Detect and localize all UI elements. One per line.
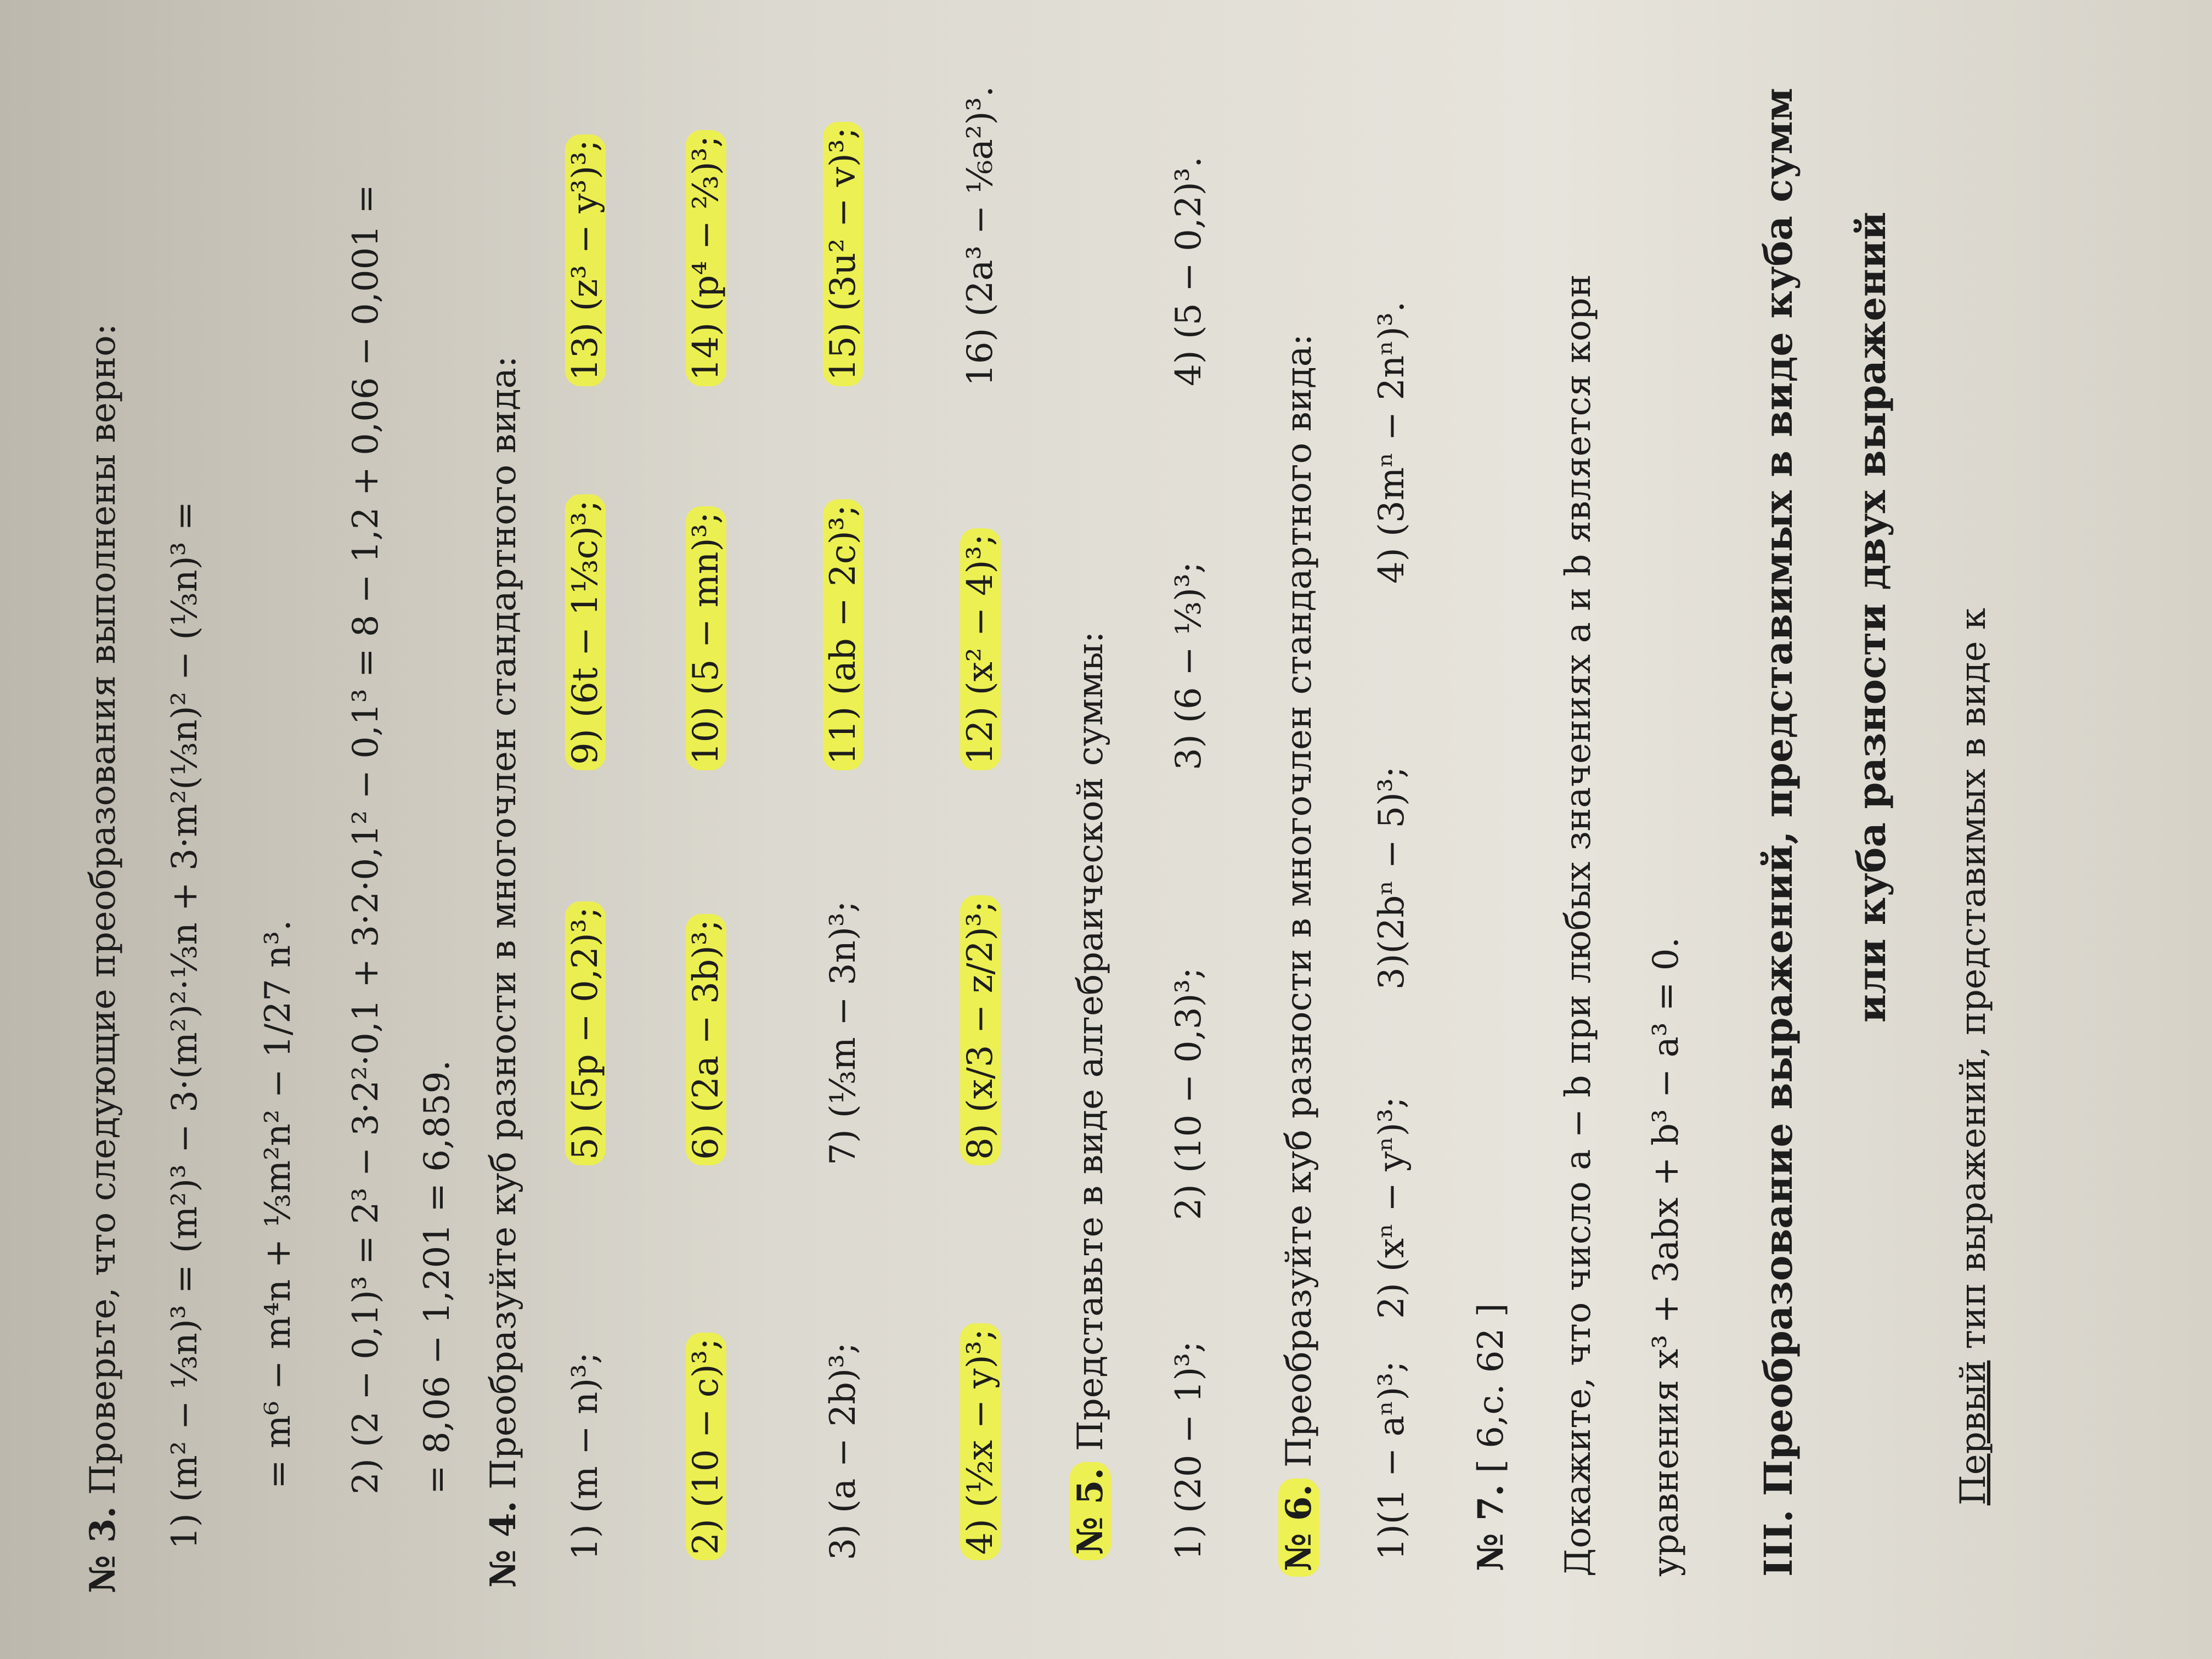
ex6-number: № 6.	[1278, 1479, 1319, 1577]
ex6-heading	[1278, 334, 1319, 1577]
ex4-item-13: 13) (z³ − y³)³;	[565, 134, 606, 386]
ex7-text-2: уравнения x³ + 3abx + b³ − a³ = 0.	[1646, 937, 1686, 1577]
ex7-number: № 7.	[1470, 1484, 1511, 1571]
ex4-heading-text: Преобразуйте куб разности в многочлен стандартного вида:	[483, 356, 524, 1489]
ex3-number: № 3.	[82, 1506, 123, 1593]
ex4-item-16: 16) (2a³ − ⅙a²)³.	[960, 86, 1001, 386]
ex7-text-1: Докажите, что число a − b при любых значениях a и b является корн	[1558, 274, 1599, 1577]
ex4-item-3: 3) (a − 2b)³;	[823, 1342, 864, 1560]
ex6-item-2: 2) (xⁿ − yⁿ)³;	[1372, 1096, 1412, 1319]
ex3-line1: 1) (m² − ⅓n)³ = (m²)³ − 3·(m²)²·⅓n + 3·m²(⅓n)² − (⅓n)³ =	[165, 501, 205, 1549]
ex5-heading-text: Представьте в виде алгебраической суммы:	[1070, 631, 1111, 1451]
ex4-item-2: 2) (10 − c)³;	[686, 1333, 726, 1560]
section-3-text	[1953, 608, 1994, 1505]
ex4-item-7: 7) (⅓m − 3n)³;	[823, 900, 864, 1165]
section-3-title-2: или куба разности двух выражений	[1849, 211, 1894, 1023]
section-3-text-first-word: Первый	[1953, 1360, 1994, 1505]
section-3-text-rest: тип выражений, представимых в виде к	[1953, 607, 1994, 1350]
ex3-heading-text: Проверьте, что следующие преобразования выполнены верно:	[83, 323, 123, 1495]
ex7-ref: [ 6,с. 62 ]	[1471, 1303, 1511, 1473]
ex4-item-15: 15) (3u² − v)³;	[823, 122, 864, 386]
ex5-item-3: 3) (6 − ⅓)³;	[1169, 561, 1209, 770]
ex5-item-4: 4) (5 − 0,2)³.	[1169, 156, 1209, 386]
ex3-line4: = 8,06 − 1,201 = 6,859.	[417, 1060, 458, 1494]
ex4-item-11: 11) (ab − 2c)³;	[823, 499, 864, 770]
ex4-item-6: 6) (2a − 3b)³;	[686, 914, 726, 1165]
ex6-item-4: 4) (3mⁿ − 2nⁿ)³.	[1372, 301, 1412, 584]
section-3-title-1: III. Преобразование выражений, представимых в виде куба сумм	[1756, 87, 1801, 1577]
ex4-heading	[483, 356, 524, 1588]
ex6-item-1: 1)(1 − aⁿ)³;	[1372, 1361, 1412, 1560]
ex3-line3: 2) (2 − 0,1)³ = 2³ − 3·2²·0,1 + 3·2·0,1² − 0,1³ = 8 − 1,2 + 0,06 − 0,001 =	[346, 184, 386, 1494]
ex3-line2: = m⁶ − m⁴n + ⅓m²n² − 1/27 n³.	[258, 919, 298, 1489]
ex5-item-1: 1) (20 − 1)³;	[1169, 1341, 1209, 1560]
ex5-heading	[1070, 631, 1111, 1560]
ex5-number: № 5.	[1070, 1462, 1111, 1560]
ex4-item-4: 4) (½x − y)³;	[960, 1323, 1001, 1560]
ex4-item-8: 8) (x/3 − z/2)³;	[960, 895, 1001, 1165]
ex4-item-1: 1) (m − n)³;	[565, 1352, 606, 1560]
ex4-item-5: 5) (5p − 0,2)³;	[565, 901, 606, 1165]
ex6-heading-text: Преобразуйте куб разности в многочлен стандартного вида:	[1279, 334, 1319, 1468]
ex4-item-14: 14) (p⁴ − ⅔)³;	[686, 130, 726, 386]
ex5-item-2: 2) (10 − 0,3)³;	[1169, 967, 1209, 1220]
ex4-item-10: 10) (5 − mn)³;	[686, 506, 726, 770]
ex4-item-9: 9) (6t − 1⅓c)³;	[565, 494, 606, 770]
ex7-heading	[1470, 1303, 1511, 1571]
ex3-heading	[82, 324, 123, 1593]
ex4-number: № 4.	[483, 1500, 524, 1588]
ex4-item-12: 12) (x² − 4)³;	[960, 528, 1001, 770]
ex6-item-3: 3)(2bⁿ − 5)³;	[1372, 766, 1412, 990]
